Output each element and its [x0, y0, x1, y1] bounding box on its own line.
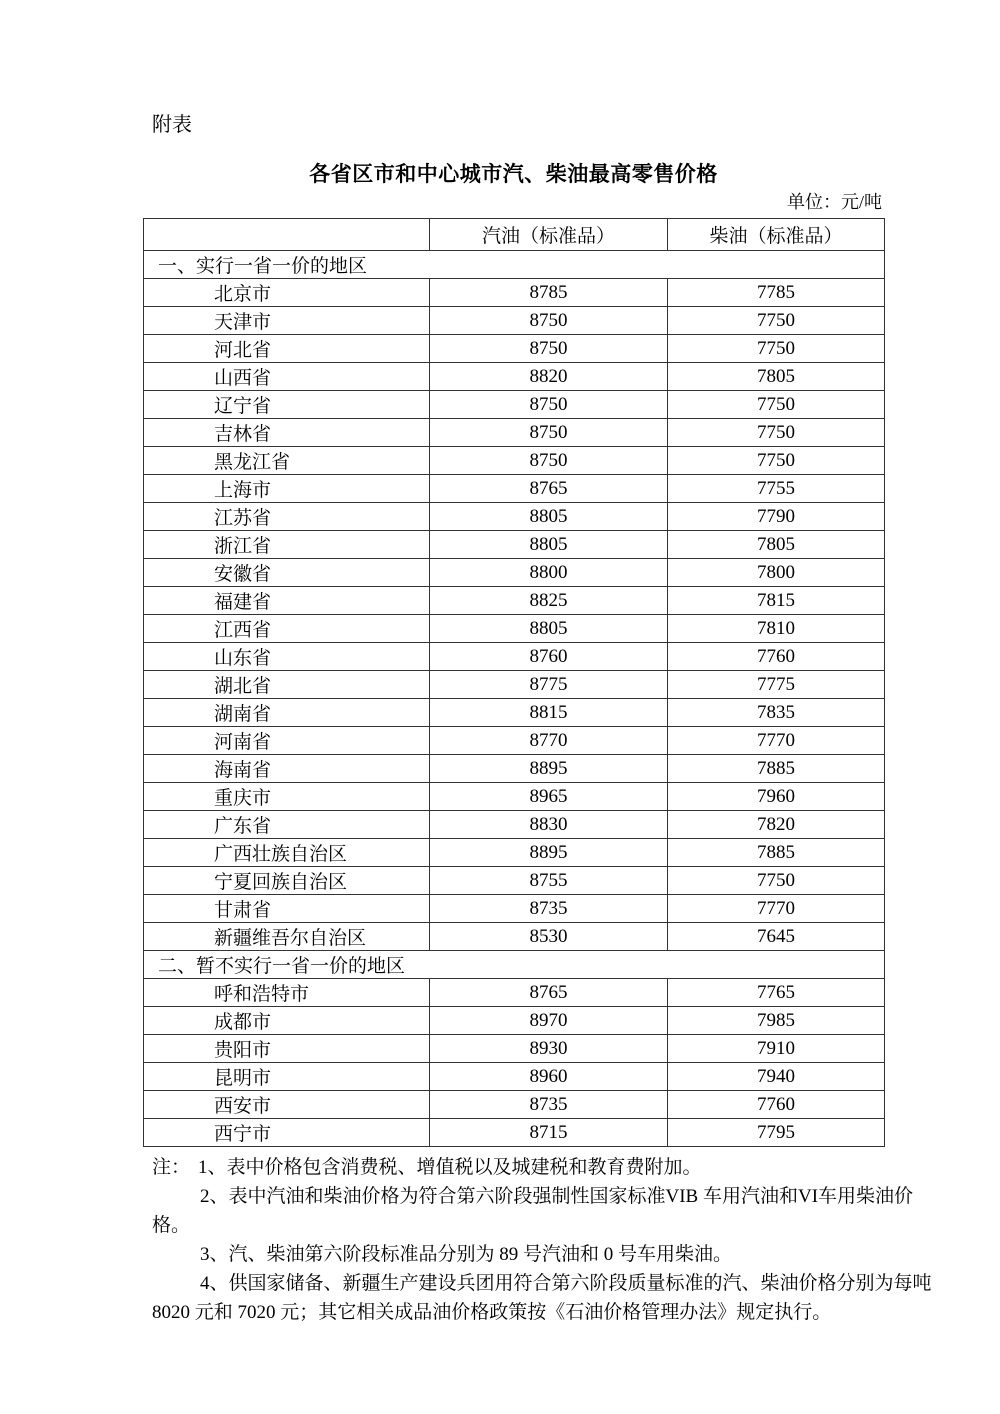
gasoline-price: 8735 — [430, 1091, 668, 1119]
table-row — [144, 307, 885, 335]
diesel-price: 7770 — [668, 727, 885, 755]
column-header-region — [144, 219, 430, 251]
diesel-price: 7775 — [668, 671, 885, 699]
table-row — [144, 783, 885, 811]
table-row — [144, 475, 885, 503]
diesel-price: 7750 — [668, 447, 885, 475]
gasoline-price: 8750 — [430, 447, 668, 475]
note-line: 8020 元和 7020 元；其它相关成品油价格政策按《石油价格管理办法》规定执行。 — [152, 1302, 832, 1323]
region-name: 宁夏回族自治区 — [144, 867, 430, 895]
note-line — [152, 1153, 884, 1182]
notes-block — [152, 1153, 932, 1327]
region-name: 广东省 — [144, 811, 430, 839]
document-content — [143, 0, 932, 1327]
section-title: 二、暂不实行一省一价的地区 — [144, 951, 885, 979]
region-name: 湖南省 — [144, 699, 430, 727]
diesel-price: 7760 — [668, 1091, 885, 1119]
section-title: 一、实行一省一价的地区 — [144, 251, 885, 279]
gasoline-price: 8930 — [430, 1035, 668, 1063]
table-row — [144, 671, 885, 699]
table-row — [144, 755, 885, 783]
diesel-price: 7755 — [668, 475, 885, 503]
region-name: 福建省 — [144, 587, 430, 615]
region-name: 重庆市 — [144, 783, 430, 811]
diesel-price: 7770 — [668, 895, 885, 923]
region-name: 天津市 — [144, 307, 430, 335]
region-name: 江苏省 — [144, 503, 430, 531]
gasoline-price: 8770 — [430, 727, 668, 755]
gasoline-price: 8960 — [430, 1063, 668, 1091]
gasoline-price: 8750 — [430, 391, 668, 419]
diesel-price: 7750 — [668, 307, 885, 335]
region-name: 北京市 — [144, 279, 430, 307]
diesel-price: 7815 — [668, 587, 885, 615]
diesel-price: 7785 — [668, 279, 885, 307]
gasoline-price: 8735 — [430, 895, 668, 923]
region-name: 安徽省 — [144, 559, 430, 587]
diesel-price: 7760 — [668, 643, 885, 671]
price-table-body — [144, 251, 885, 1147]
table-row — [144, 895, 885, 923]
table-row — [144, 587, 885, 615]
note-line: 3、汽、柴油第六阶段标准品分别为 89 号汽油和 0 号车用柴油。 — [200, 1244, 733, 1265]
diesel-price: 7810 — [668, 615, 885, 643]
gasoline-price: 8830 — [430, 811, 668, 839]
table-row — [144, 643, 885, 671]
gasoline-price: 8895 — [430, 755, 668, 783]
region-name: 广西壮族自治区 — [144, 839, 430, 867]
diesel-price: 7750 — [668, 391, 885, 419]
gasoline-price: 8530 — [430, 923, 668, 951]
diesel-price: 7645 — [668, 923, 885, 951]
diesel-price: 7885 — [668, 755, 885, 783]
gasoline-price: 8970 — [430, 1007, 668, 1035]
region-name: 山西省 — [144, 363, 430, 391]
region-name: 新疆维吾尔自治区 — [144, 923, 430, 951]
diesel-price: 7750 — [668, 867, 885, 895]
table-row — [144, 335, 885, 363]
table-row — [144, 1119, 885, 1147]
note-line: 格。 — [152, 1215, 191, 1236]
region-name: 上海市 — [144, 475, 430, 503]
region-name: 浙江省 — [144, 531, 430, 559]
diesel-price: 7790 — [668, 503, 885, 531]
diesel-price: 7910 — [668, 1035, 885, 1063]
diesel-price: 7800 — [668, 559, 885, 587]
diesel-price: 7750 — [668, 419, 885, 447]
region-name: 湖北省 — [144, 671, 430, 699]
attachment-label: 附表 — [152, 114, 192, 136]
region-name: 山东省 — [144, 643, 430, 671]
column-header-gasoline: 汽油（标准品） — [430, 219, 668, 251]
region-name: 成都市 — [144, 1007, 430, 1035]
table-row — [144, 811, 885, 839]
table-row — [144, 615, 885, 643]
gasoline-price: 8965 — [430, 783, 668, 811]
gasoline-price: 8775 — [430, 671, 668, 699]
table-header-row — [144, 219, 885, 251]
diesel-price: 7940 — [668, 1063, 885, 1091]
gasoline-price: 8825 — [430, 587, 668, 615]
region-name: 江西省 — [144, 615, 430, 643]
region-name: 河北省 — [144, 335, 430, 363]
gasoline-price: 8765 — [430, 979, 668, 1007]
gasoline-price: 8785 — [430, 279, 668, 307]
gasoline-price: 8715 — [430, 1119, 668, 1147]
gasoline-price: 8820 — [430, 363, 668, 391]
region-name: 黑龙江省 — [144, 447, 430, 475]
gasoline-price: 8805 — [430, 503, 668, 531]
table-row — [144, 503, 885, 531]
table-row — [144, 279, 885, 307]
diesel-price: 7985 — [668, 1007, 885, 1035]
region-name: 河南省 — [144, 727, 430, 755]
region-name: 海南省 — [144, 755, 430, 783]
gasoline-price: 8800 — [430, 559, 668, 587]
table-row — [144, 419, 885, 447]
diesel-price: 7805 — [668, 531, 885, 559]
table-row — [144, 923, 885, 951]
section-header-row — [144, 251, 885, 279]
section-header-row — [144, 951, 885, 979]
table-row — [144, 1035, 885, 1063]
table-row — [144, 1063, 885, 1091]
gasoline-price: 8815 — [430, 699, 668, 727]
diesel-price: 7750 — [668, 335, 885, 363]
column-header-diesel: 柴油（标准品） — [668, 219, 885, 251]
table-row — [144, 531, 885, 559]
table-row — [144, 839, 885, 867]
table-row — [144, 559, 885, 587]
gasoline-price: 8750 — [430, 307, 668, 335]
region-name: 西宁市 — [144, 1119, 430, 1147]
region-name: 甘肃省 — [144, 895, 430, 923]
region-name: 西安市 — [144, 1091, 430, 1119]
diesel-price: 7765 — [668, 979, 885, 1007]
region-name: 呼和浩特市 — [144, 979, 430, 1007]
region-name: 吉林省 — [144, 419, 430, 447]
note-line: 2、表中汽油和柴油价格为符合第六阶段强制性国家标准VIB 车用汽油和VI车用柴油价 — [200, 1186, 914, 1207]
table-row — [144, 363, 885, 391]
page-title: 各省区市和中心城市汽、柴油最高零售价格 — [309, 163, 718, 186]
diesel-price: 7820 — [668, 811, 885, 839]
diesel-price: 7960 — [668, 783, 885, 811]
gasoline-price: 8765 — [430, 475, 668, 503]
table-row — [144, 979, 885, 1007]
note-text: 1、表中价格包含消费税、增值税以及城建税和教育费附加。 — [198, 1157, 702, 1178]
unit-label: 单位：元/吨 — [786, 192, 882, 212]
table-row — [144, 447, 885, 475]
diesel-price: 7795 — [668, 1119, 885, 1147]
table-row — [144, 1091, 885, 1119]
note-line: 4、供国家储备、新疆生产建设兵团用符合第六阶段质量标准的汽、柴油价格分别为每吨 — [200, 1273, 932, 1294]
region-name: 辽宁省 — [144, 391, 430, 419]
gasoline-price: 8760 — [430, 643, 668, 671]
table-row — [144, 391, 885, 419]
gasoline-price: 8755 — [430, 867, 668, 895]
table-row — [144, 1007, 885, 1035]
region-name: 贵阳市 — [144, 1035, 430, 1063]
table-row — [144, 867, 885, 895]
gasoline-price: 8805 — [430, 531, 668, 559]
notes-label: 注： — [152, 1157, 191, 1178]
gasoline-price: 8805 — [430, 615, 668, 643]
diesel-price: 7805 — [668, 363, 885, 391]
table-row — [144, 699, 885, 727]
table-row — [144, 727, 885, 755]
diesel-price: 7835 — [668, 699, 885, 727]
price-table — [143, 218, 885, 1147]
gasoline-price: 8750 — [430, 335, 668, 363]
gasoline-price: 8750 — [430, 419, 668, 447]
region-name: 昆明市 — [144, 1063, 430, 1091]
diesel-price: 7885 — [668, 839, 885, 867]
gasoline-price: 8895 — [430, 839, 668, 867]
